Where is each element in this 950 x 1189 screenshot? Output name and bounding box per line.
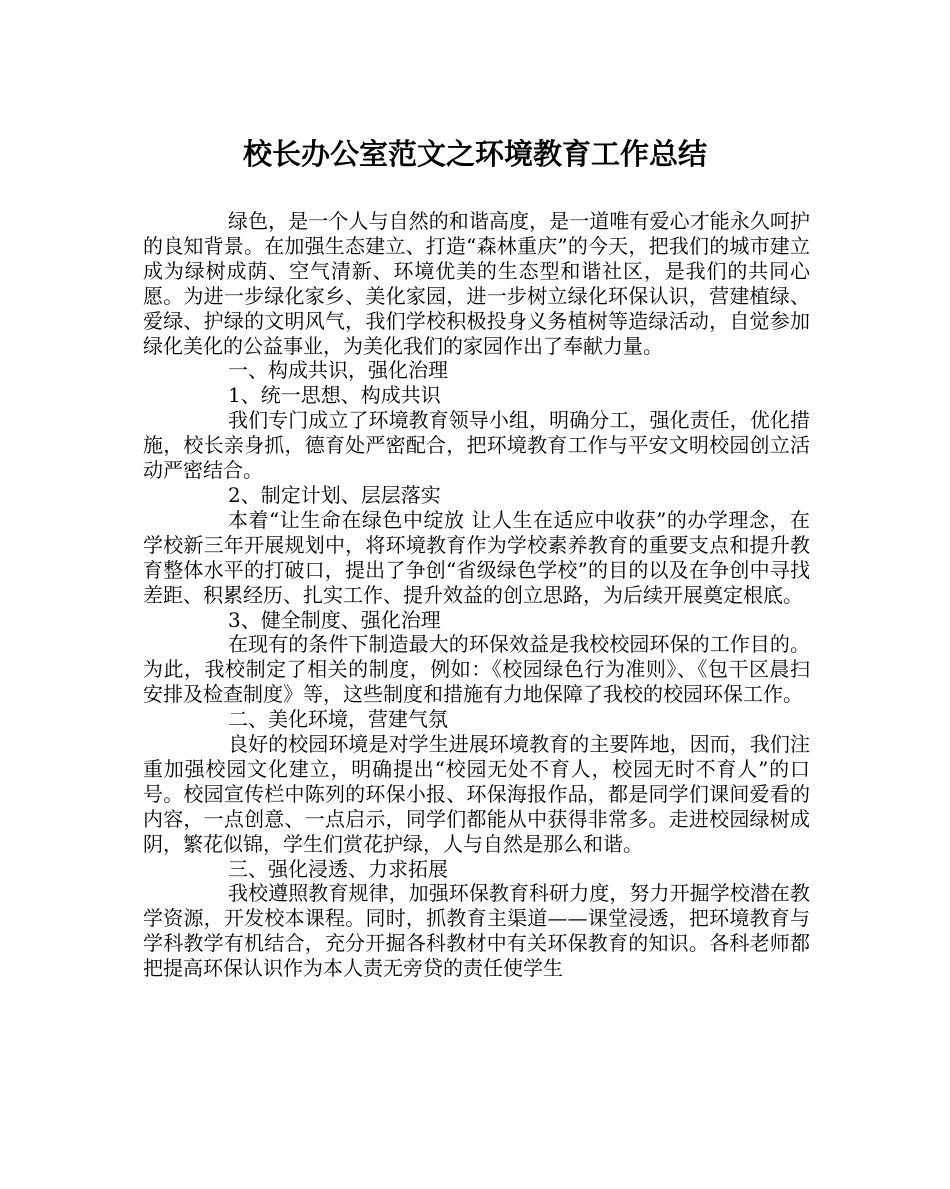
body-paragraph: 我校遵照教育规律，加强环保教育科研力度，努力开掘学校潜在教学资源，开发校本课程。同时，抓教育主渠道——课堂浸透，把环境教育与学科教学有机结合，充分开掘各科教材中有关环保教育的知识。各科老师都把提高环保认识作为本人责无旁贷的责任使学生 (143, 881, 810, 981)
document-title: 校长办公室范文之环境教育工作总结 (242, 137, 707, 171)
body-paragraph: 我们专门成立了环境教育领导小组，明确分工，强化责任，优化措施，校长亲身抓，德育处严密配合，把环境教育工作与平安文明校园创立活动严密结合。 (143, 408, 810, 483)
document-body (143, 209, 810, 981)
subsection-heading-1-1: 1、统一思想、构成共识 (228, 383, 441, 408)
subsection-heading-1-3: 3、健全制度、强化治理 (228, 607, 441, 632)
section-heading-3: 三、强化浸透、力求拓展 (228, 856, 448, 881)
body-paragraph: 良好的校园环境是对学生进展环境教育的主要阵地，因而，我们注重加强校园文化建立，明确提出“校园无处不育人，校园无时不育人”的口号。校园宣传栏中陈列的环保小报、环保海报作品，都是同学们课间爱看的内容，一点创意、一点启示，同学们都能从中获得非常多。走进校园绿树成阴，繁花似锦，学生们赏花护绿，人与自然是那么和谐。 (143, 732, 810, 856)
body-paragraph: 本着“让生命在绿色中绽放 让人生在适应中收获”的办学理念，在学校新三年开展规划中，将环境教育作为学校素养教育的重要支点和提升教育整体水平的打破口，提出了争创“省级绿色学校”的目的以及在争创中寻找差距、积累经历、扎实工作、提升效益的创立思路，为后续开展奠定根底。 (143, 507, 810, 607)
section-heading-1: 一、构成共识，强化治理 (228, 358, 448, 383)
body-paragraph: 在现有的条件下制造最大的环保效益是我校校园环保的工作目的。为此，我校制定了相关的制度，例如：《校园绿色行为准则》、《包干区晨扫安排及检查制度》等，这些制度和措施有力地保障了我校的校园环保工作。 (143, 632, 810, 707)
section-heading-2: 二、美化环境，营建气氛 (228, 707, 448, 732)
subsection-heading-1-2: 2、制定计划、层层落实 (228, 482, 441, 507)
intro-paragraph: 绿色，是一个人与自然的和谐高度，是一道唯有爱心才能永久呵护的良知背景。在加强生态建立、打造“森林重庆”的今天，把我们的城市建立成为绿树成荫、空气清新、环境优美的生态型和谐社区，是我们的共同心愿。为进一步绿化家乡、美化家园，进一步树立绿化环保认识，营建植绿、爱绿、护绿的文明风气，我们学校积极投身义务植树等造绿活动，自觉参加绿化美化的公益事业，为美化我们的家园作出了奉献力量。 (143, 209, 810, 358)
